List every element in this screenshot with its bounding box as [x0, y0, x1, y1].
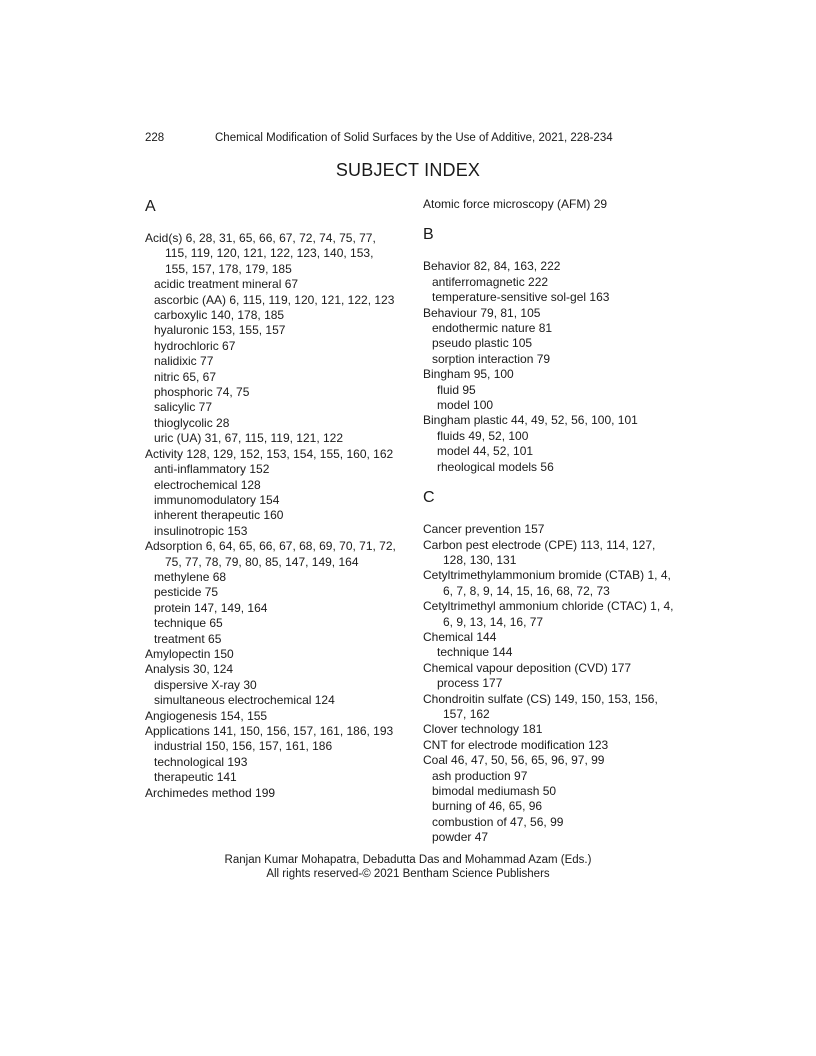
index-entry: Chemical 144: [423, 629, 497, 644]
index-entry: Activity 128, 129, 152, 153, 154, 155, 160, 162: [145, 446, 394, 461]
index-subentry: inherent therapeutic 160: [154, 508, 284, 523]
section-letter-a: A: [145, 198, 156, 215]
index-subentry: ash production 97: [432, 768, 528, 783]
index-subentry: pesticide 75: [154, 585, 219, 600]
index-entry: Bingham plastic 44, 49, 52, 56, 100, 101: [423, 413, 638, 428]
page-footer: [0, 853, 816, 881]
section-letter-b: B: [423, 226, 434, 244]
index-subentry: therapeutic 141: [154, 770, 237, 785]
index-entry: Carbon pest electrode (CPE) 113, 114, 127, 128, 130, 131: [423, 537, 656, 567]
index-entry: Cancer prevention 157: [423, 522, 545, 537]
index-entry: Amylopectin 150: [145, 646, 234, 661]
index-entry: Chemical vapour deposition (CVD) 177: [423, 660, 632, 675]
index-subentry: sorption interaction 79: [432, 351, 551, 366]
index-subentry: temperature-sensitive sol-gel 163: [432, 290, 610, 305]
index-entry: Cetyltrimethylammonium bromide (CTAB) 1, 4, 6, 7, 8, 9, 14, 15, 16, 68, 72, 73: [423, 568, 671, 598]
page-title: SUBJECT INDEX: [335, 160, 481, 180]
section-letter-c: C: [423, 489, 435, 507]
index-subentry: technological 193: [154, 754, 248, 769]
index-subentry: endothermic nature 81: [432, 321, 553, 336]
index-entry: Acid(s) 6, 28, 31, 65, 66, 67, 72, 74, 75, 77, 115, 119, 120, 121, 122, 123, 140, 153, 155, 157, 178, 179, 185: [145, 231, 376, 276]
index-subentry: combustion of 47, 56, 99: [432, 814, 564, 829]
index-entry: Angiogenesis 154, 155: [145, 708, 268, 723]
entry-list-c: [423, 522, 678, 846]
index-subentry: bimodal mediumash 50: [432, 784, 557, 798]
index-entry: Bingham 95, 100: [423, 367, 514, 382]
entry-list-a: [145, 231, 400, 801]
index-entry: Behavior 82, 84, 163, 222: [423, 259, 561, 274]
index-subentry: technique 144: [437, 645, 513, 660]
index-subentry: insulinotropic 153: [154, 523, 248, 538]
index-subentry: burning of 46, 65, 96: [432, 799, 543, 814]
index-subentry: carboxylic 140, 178, 185: [154, 308, 285, 323]
index-subentry: thioglycolic 28: [154, 415, 230, 430]
index-subentry: hyaluronic 153, 155, 157: [154, 323, 286, 338]
index-subentry: immunomodulatory 154: [154, 492, 280, 507]
index-subentry: nitric 65, 67: [154, 369, 217, 384]
index-entry: Archimedes method 199: [145, 785, 276, 800]
index-entry: Atomic force microscopy (AFM) 29: [423, 197, 608, 211]
editors-line: Ranjan Kumar Mohapatra, Debadutta Das and Mohammad Azam (Eds.): [224, 854, 592, 866]
index-entry: Analysis 30, 124: [145, 662, 234, 677]
index-subentry: salicylic 77: [154, 400, 213, 415]
index-entry: Behaviour 79, 81, 105: [423, 305, 541, 320]
index-entry: CNT for electrode modification 123: [423, 737, 609, 752]
index-subentry: treatment 65: [154, 631, 222, 646]
index-subentry: protein 147, 149, 164: [154, 600, 268, 615]
index-subentry: ascorbic (AA) 6, 115, 119, 120, 121, 122, 123: [154, 292, 395, 307]
index-subentry: fluids 49, 52, 100: [437, 428, 529, 443]
index-subentry: phosphoric 74, 75: [154, 385, 250, 400]
index-subentry: process 177: [437, 676, 503, 691]
index-entry: Clover technology 181: [423, 722, 543, 737]
index-subentry: methylene 68: [154, 569, 227, 584]
index-subentry: anti-inflammatory 152: [154, 462, 270, 477]
copyright-line: All rights reserved-© 2021 Bentham Science Publishers: [266, 868, 550, 880]
index-subentry: model 44, 52, 101: [437, 444, 534, 459]
index-entry: Coal 46, 47, 50, 56, 65, 96, 97, 99: [423, 753, 605, 768]
index-subentry: hydrochloric 67: [154, 338, 236, 353]
index-column-right: [423, 197, 678, 846]
running-header: [145, 132, 675, 148]
index-subentry: technique 65: [154, 616, 223, 631]
index-subentry: industrial 150, 156, 157, 161, 186: [154, 739, 333, 754]
index-subentry: powder 47: [432, 830, 489, 845]
index-subentry: uric (UA) 31, 67, 115, 119, 121, 122: [154, 431, 344, 446]
index-entry: Chondroitin sulfate (CS) 149, 150, 153, 156, 157, 162: [423, 691, 658, 721]
index-subentry: electrochemical 128: [154, 477, 261, 492]
index-subentry: acidic treatment mineral 67: [154, 277, 299, 292]
index-entry: Adsorption 6, 64, 65, 66, 67, 68, 69, 70, 71, 72, 75, 77, 78, 79, 80, 85, 147, 149, 164: [145, 539, 396, 569]
running-title: Chemical Modification of Solid Surfaces by the Use of Additive, 2021, 228-234: [215, 132, 613, 144]
index-subentry: model 100: [437, 398, 494, 413]
page-number: 228: [145, 132, 165, 144]
index-entry: Cetyltrimethyl ammonium chloride (CTAC) 1, 4, 6, 9, 13, 14, 16, 77: [423, 599, 674, 629]
entry-list-b: [423, 259, 678, 475]
index-subentry: dispersive X-ray 30: [154, 677, 257, 692]
index-entry: Applications 141, 150, 156, 157, 161, 186, 193: [145, 724, 394, 738]
index-subentry: simultaneous electrochemical 124: [154, 693, 335, 708]
index-column-left: [145, 197, 400, 801]
index-subentry: pseudo plastic 105: [432, 336, 533, 351]
index-subentry: fluid 95: [437, 382, 476, 397]
index-subentry: antiferromagnetic 222: [432, 274, 549, 289]
index-subentry: nalidixic 77: [154, 354, 214, 369]
index-subentry: rheological models 56: [437, 459, 554, 474]
